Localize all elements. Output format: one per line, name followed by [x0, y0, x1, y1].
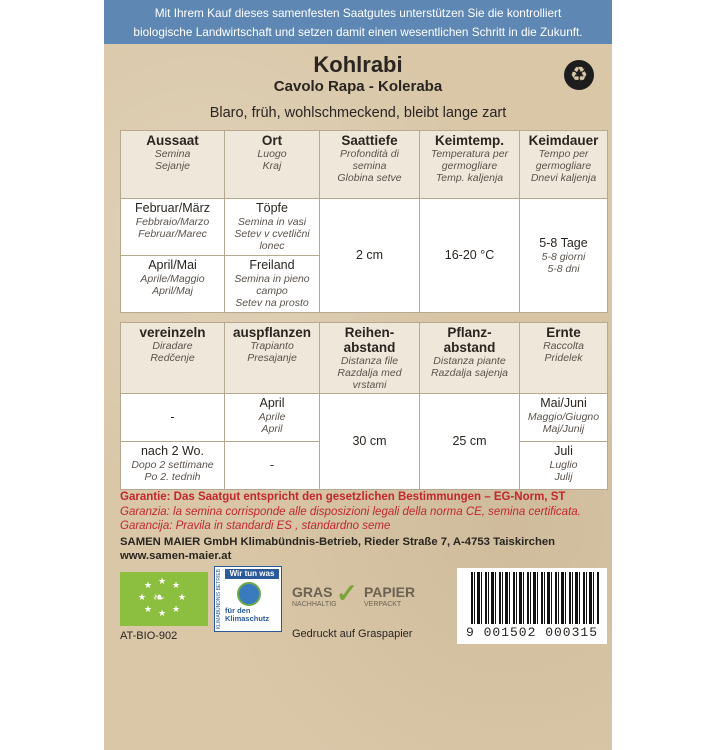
header-pflanzabstand: Pflanz-abstand Distanza piante Razdalja sajenja	[420, 323, 520, 394]
cell-ort-2: Freiland Semina in pieno campo Setev na prosto	[225, 256, 320, 313]
eu-organic-leaf-icon: ★ ★ ★ ★ ★ ★ ★ ★ ❧	[120, 572, 208, 626]
header-ort: Ort Luogo Kraj	[225, 131, 320, 199]
checkmark-icon: ✓	[336, 578, 358, 608]
header-auspflanzen: auspflanzen Trapianto Presajanje	[225, 323, 320, 394]
papier-word: PAPIER	[364, 584, 416, 600]
klima-bottom-text: für den Klimaschutz	[225, 606, 270, 623]
cell-reihenabstand: 30 cm	[320, 394, 420, 490]
cell-pflanzabstand: 25 cm	[420, 394, 520, 490]
info-banner	[104, 0, 612, 44]
barcode-bars	[471, 572, 599, 624]
klimabuendnis-logo	[214, 566, 282, 632]
printed-on-text: Gedruckt auf Graspapier	[292, 628, 413, 640]
company-website: www.samen-maier.at	[120, 549, 232, 562]
header-ernte: Ernte Raccolta Pridelek	[520, 323, 608, 394]
graspapier-logo	[292, 580, 442, 612]
gras-sub: NACHHALTIG	[292, 601, 337, 608]
header-reihenabstand: Reihen-abstand Distanza file Razdalja med vrstami	[320, 323, 420, 394]
header-keimtemp: Keimtemp. Temperatura per germogliare Temp. kaljenja	[420, 131, 520, 199]
header-vereinzeln: vereinzeln Diradare Redčenje	[121, 323, 225, 394]
barcode	[457, 568, 607, 644]
cell-auspflanzen-2: -	[225, 442, 320, 490]
header-keimdauer: Keimdauer Tempo per germogliare Dnevi kaljenja	[520, 131, 608, 199]
cell-keimtemp: 16-20 °C	[420, 199, 520, 313]
seed-packet	[104, 0, 612, 750]
banner-line-2: biologische Landwirtschaft und setzen damit einen wesentlichen Schritt in die Zukunft.	[133, 25, 583, 39]
guarantee-it: Garanzia: la semina corrisponde alle disposizioni legali della norma CE, semina certificata.	[120, 505, 581, 518]
company-address	[120, 536, 555, 563]
at-bio-code: AT-BIO-902	[120, 630, 178, 642]
klima-side-text: KLIMABÜNDNIS BETRIEB	[216, 569, 222, 630]
banner-line-1: Mit Ihrem Kauf dieses samenfesten Saatgutes unterstützen Sie die kontrolliert	[154, 6, 562, 20]
recycle-arrows-icon: ♻	[564, 60, 594, 90]
cell-vereinzeln-2: nach 2 Wo. Dopo 2 settimane Po 2. tednih	[121, 442, 225, 490]
company-line: SAMEN MAIER GmbH Klimabündnis-Betrieb, Rieder Straße 7, A-4753 Taiskirchen	[120, 536, 556, 548]
gras-word: GRAS	[292, 584, 333, 600]
cell-ort-1: Töpfe Semina in vasi Setev v cvetlični lonec	[225, 199, 320, 256]
product-name: Kohlrabi	[313, 52, 403, 77]
klima-top-text: Wir tun was	[225, 569, 279, 579]
cell-saattiefe: 2 cm	[320, 199, 420, 313]
header-saattiefe: Saattiefe Profondità di semina Globina setve	[320, 131, 420, 199]
guarantee-block	[120, 490, 610, 534]
guarantee-sl: Garancija: Pravila in standardi ES , standardno seme	[120, 520, 391, 532]
cell-vereinzeln-1: -	[121, 394, 225, 442]
sowing-table	[120, 130, 608, 313]
planting-table	[120, 322, 608, 490]
header-aussaat: Aussaat Semina Sejanje	[121, 131, 225, 199]
cell-ernte-1: Mai/Juni Maggio/Giugno Maj/Junij	[520, 394, 608, 442]
cell-aussaat-1: Februar/März Febbraio/Marzo Februar/Marec	[121, 199, 225, 256]
papier-sub: VERPACKT	[364, 601, 402, 608]
cell-ernte-2: Juli Luglio Julij	[520, 442, 608, 490]
product-variety: Blaro, früh, wohlschmeckend, bleibt lange zart	[209, 105, 507, 121]
barcode-number: 9 001502 000315	[465, 625, 599, 640]
product-latin: Cavolo Rapa - Koleraba	[273, 78, 443, 95]
cell-keimdauer: 5-8 Tage 5-8 giorni 5-8 dni	[520, 199, 608, 313]
cell-aussaat-2: April/Mai Aprile/Maggio April/Maj	[121, 256, 225, 313]
cell-auspflanzen-1: April Aprile April	[225, 394, 320, 442]
guarantee-de: Garantie: Das Saatgut entspricht den gesetzlichen Bestimmungen – EG-Norm, ST	[120, 491, 566, 503]
globe-icon	[237, 582, 261, 606]
